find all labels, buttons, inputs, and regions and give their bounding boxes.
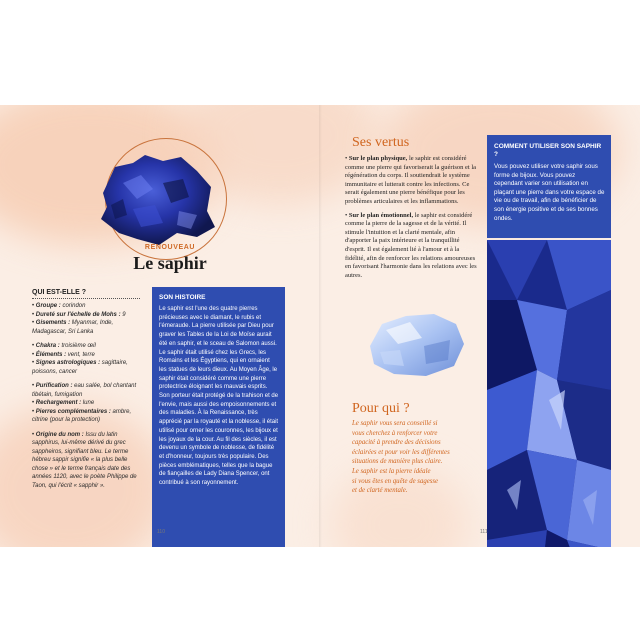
page-fold — [319, 105, 322, 547]
blue-stone-image — [364, 310, 469, 382]
page-number-right: 111 — [480, 529, 488, 535]
page-number-left: 110 — [157, 529, 165, 535]
virtues-list — [345, 155, 477, 285]
fact-item: • Gisements : Myanmar, Inde, Madagascar, Sri Lanka — [32, 320, 114, 335]
for-whom-text: Le saphir vous sera conseillé si vous cherchez à renforcer votre capacité à prendre des décisions éclairées et pour voir les différentes situations de manière plus claire. Le saphir est la pierre idéale si vous êtes en quête de sagesse et de clarté mentale. — [352, 420, 450, 495]
usage-text: Vous pouvez utiliser votre saphir sous forme de bijoux. Vous pouvez cependant varier son utilisation en plaçant une pierre dans votre espace de vie ou de travail, afin de bénéficier de son énergie positive et de ses bonnes ondes. — [494, 163, 605, 222]
fact-item: • Chakra : troisième œil — [32, 343, 96, 349]
virtues-title: Ses vertus — [352, 135, 410, 150]
sapphire-crystal-photo — [487, 240, 611, 547]
fact-item: • Pierres complémentaires : ambre, citrine (pour la protection) — [32, 408, 132, 423]
rough-sapphire-image — [93, 153, 218, 248]
facts-list — [32, 302, 144, 490]
fact-item: • Signes astrologiques : sagittaire, poissons, cancer — [32, 360, 128, 375]
fact-item: • Rechargement : lune — [32, 400, 95, 406]
for-whom-title: Pour qui ? — [352, 401, 410, 416]
facts-divider — [32, 298, 140, 299]
book-spread — [0, 105, 640, 547]
facts-heading: QUI EST-ELLE ? — [32, 289, 87, 296]
history-box — [152, 287, 285, 547]
fact-item: • Groupe : corindon — [32, 303, 86, 309]
usage-heading: COMMENT UTILISER SON SAPHIR ? — [494, 143, 602, 158]
fact-item: • Origine du nom : Issu du latin sapphirus, lui-même dérivé du grec sappheiros, signifiant bleu. Le terme hébreu sappir signifie « la plus belle chose » et le terme français date des années 1120, avec le poète Philippe de Taon, qui l'écrit « sapphir ». — [32, 431, 137, 489]
history-heading: SON HISTOIRE — [159, 294, 206, 301]
virtue-item: • Sur le plan physique, le saphir est considéré comme une pierre qui favoriserait la guérison et la régénération du corps. Il soutiendrait le système immunitaire et lutterait contre les infections. Ce serait également une pierre bénéfique pour les problèmes articulaires et les inflammations. — [345, 155, 477, 205]
fact-item: • Dureté sur l'échelle de Mohs : 9 — [32, 311, 126, 318]
fact-item: • Éléments : vent, terre — [32, 351, 95, 358]
fact-item: • Purification : eau salée, bol chantant tibétain, fumigation — [32, 383, 137, 398]
usage-box — [487, 135, 611, 238]
history-text: Le saphir est l'une des quatre pierres précieuses avec le diamant, le rubis et l'émeraude. La pierre utilisée par Dieu pour graver les Tables de la Loi de Moïse aurait été en saphir, et le sceau de Salomon aussi. Le saphir était utilisé chez les Grecs, les Romains et les Égyptiens, qui en ornaient les statues de leurs dieux. Au Moyen Âge, le saphir était considéré comme une pierre protectrice éloignant les mauvais esprits. Son porteur était protégé de la trahison et de l'envie, mais aussi des empoisonnements et des maladies. À la Renaissance, très apprécié par la royauté et la noblesse, il était utilisé pour orner les couronnes, les bijoux et les joyaux de la cour. Au fil des siècles, il est devenu un symbole de noblesse, de fidélité et d'honneur, toujours très populaire. Des pièces emblématiques, telles que la bague de fiançailles de Lady Diana Spencer, ont contribué à son rayonnement. — [159, 306, 279, 487]
section-kicker: RENOUVEAU — [144, 244, 196, 251]
virtue-item: • Sur le plan émotionnel, le saphir est considéré comme la pierre de la sagesse et de la vérité. Il stimule l'intuition et la clarté mentale, afin d'apporter la paix intérieure et la tranquillité d'esprit. Il est également lié à l'amour et à la fidélité, afin de renforcer les relations amoureuses en favorisant l'harmonie dans les relations avec les autres. — [345, 211, 477, 279]
page-title: Le saphir — [133, 253, 207, 273]
